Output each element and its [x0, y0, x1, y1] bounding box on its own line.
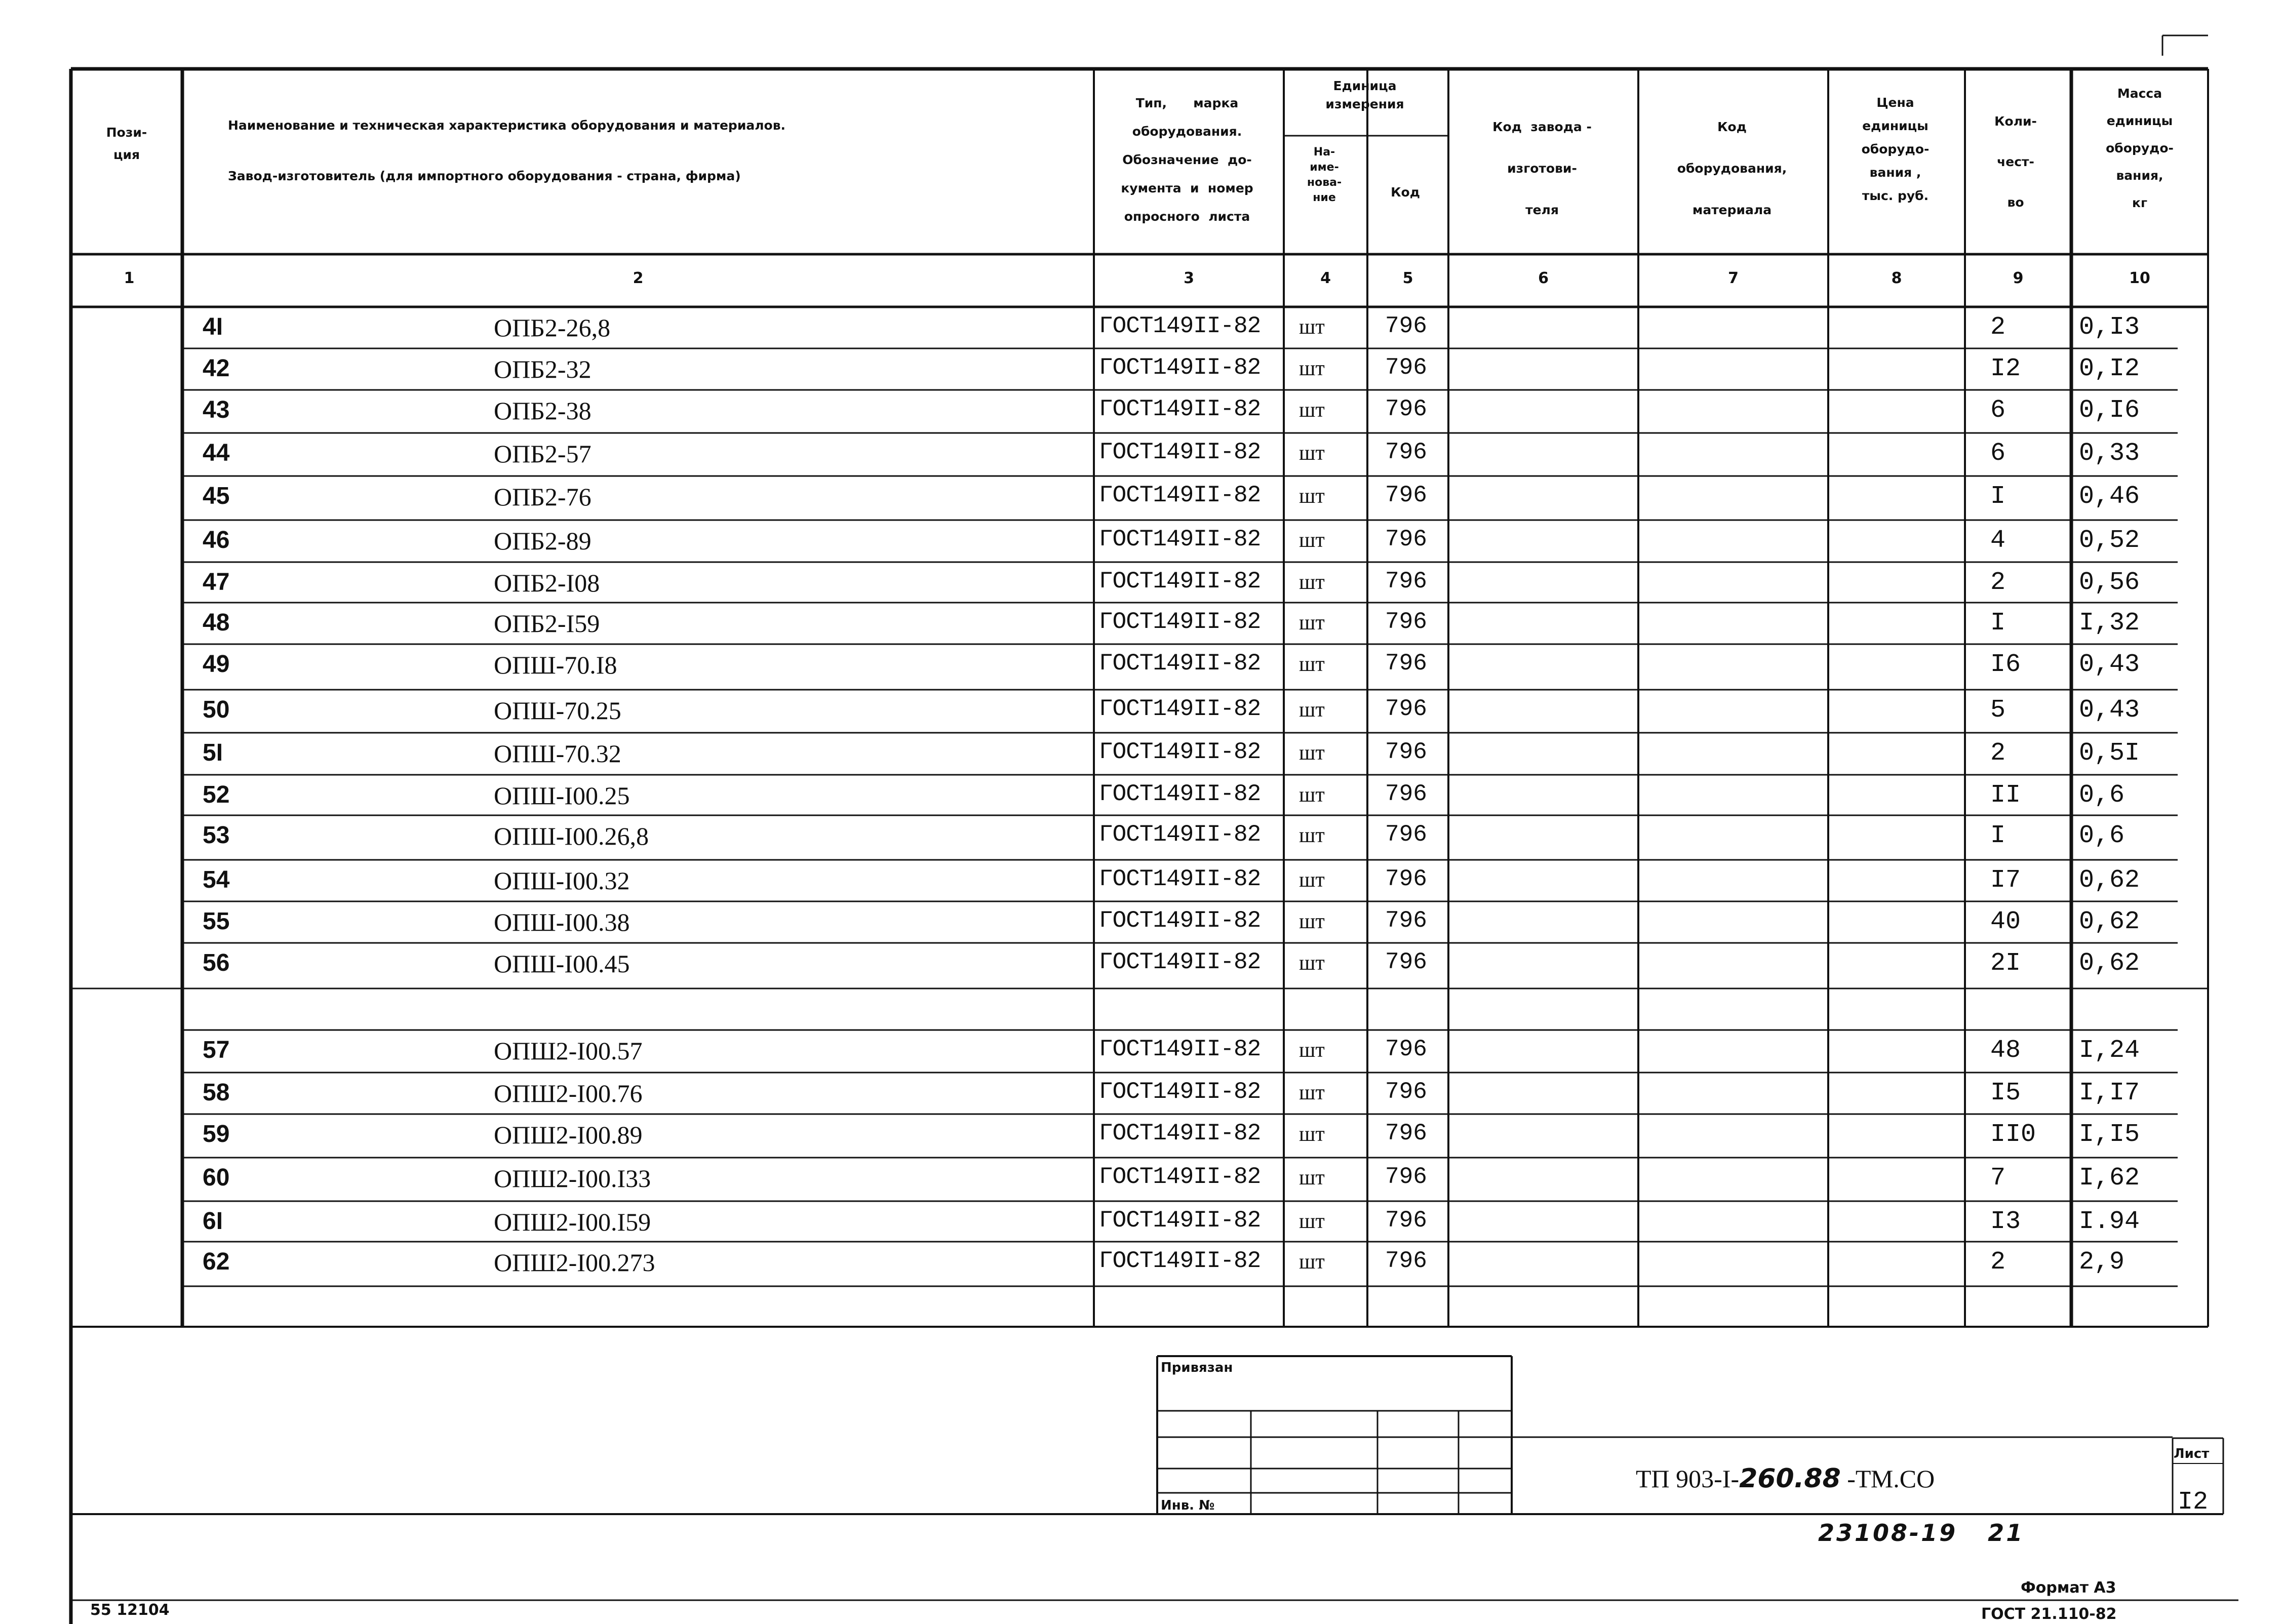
- row-mass: 0,I2: [2079, 354, 2140, 383]
- row-document: ГОСТ149II-82: [1099, 650, 1261, 677]
- row-quantity: 2I: [1990, 949, 2021, 978]
- row-equipment-name: ОПШ2-I00.I59: [494, 1208, 651, 1236]
- row-unit-name: шт: [1299, 399, 1325, 422]
- column-number: 2: [633, 269, 644, 287]
- row-position: 57: [203, 1037, 230, 1063]
- row-document: ГОСТ149II-82: [1099, 568, 1261, 595]
- row-quantity: II: [1990, 781, 2021, 810]
- row-equipment-name: ОПШ-70.25: [494, 696, 621, 725]
- row-mass: 0,62: [2079, 949, 2140, 978]
- row-mass: I,62: [2079, 1164, 2140, 1193]
- row-mass: 0,I3: [2079, 313, 2140, 342]
- row-document: ГОСТ149II-82: [1099, 821, 1261, 848]
- row-unit-name: шт: [1299, 741, 1325, 765]
- row-quantity: I3: [1990, 1207, 2021, 1236]
- row-unit-name: шт: [1299, 571, 1325, 594]
- row-position: 42: [203, 355, 230, 382]
- row-unit-name: шт: [1299, 1166, 1325, 1190]
- row-unit-name: шт: [1299, 315, 1325, 339]
- row-position: 48: [203, 609, 230, 636]
- row-unit-code: 796: [1385, 949, 1427, 975]
- column-number: 6: [1538, 269, 1549, 287]
- row-mass: I,32: [2079, 609, 2140, 638]
- row-document: ГОСТ149II-82: [1099, 1079, 1261, 1105]
- row-quantity: I5: [1990, 1079, 2021, 1107]
- row-position: 55: [203, 908, 230, 935]
- row-document: ГОСТ149II-82: [1099, 396, 1261, 422]
- row-document: ГОСТ149II-82: [1099, 1120, 1261, 1146]
- inventory-label: Инв. №: [1161, 1498, 1215, 1513]
- row-equipment-name: ОПБ2-26,8: [494, 313, 611, 342]
- row-unit-name: шт: [1299, 1039, 1325, 1062]
- document-code-suffix: -ТМ.СО: [1840, 1464, 1935, 1493]
- header-factory-code: Код завода - изготови- теля: [1492, 120, 1592, 217]
- row-equipment-name: ОПШ-I00.45: [494, 949, 630, 978]
- column-number: 1: [124, 269, 135, 287]
- sheet-label: Лист: [2174, 1446, 2210, 1461]
- row-equipment-name: ОПШ-70.32: [494, 739, 621, 768]
- row-unit-name: шт: [1299, 783, 1325, 807]
- row-document: ГОСТ149II-82: [1099, 696, 1261, 722]
- row-document: ГОСТ149II-82: [1099, 1164, 1261, 1190]
- row-unit-name: шт: [1299, 1210, 1325, 1233]
- row-quantity: 2: [1990, 313, 2006, 342]
- row-unit-code: 796: [1385, 1036, 1427, 1062]
- row-mass: I,I5: [2079, 1120, 2140, 1149]
- header-mass: Масса единицы оборудо- вания, кг: [2106, 86, 2174, 210]
- row-position: 44: [203, 440, 230, 466]
- row-equipment-name: ОПШ2-I00.89: [494, 1121, 643, 1149]
- row-quantity: I: [1990, 482, 2006, 511]
- row-equipment-name: ОПШ2-I00.273: [494, 1248, 655, 1277]
- row-document: ГОСТ149II-82: [1099, 739, 1261, 765]
- row-position: 62: [203, 1248, 230, 1275]
- row-equipment-name: ОПБ2-76: [494, 483, 592, 511]
- row-unit-name: шт: [1299, 698, 1325, 722]
- row-mass: 0,6: [2079, 781, 2125, 810]
- row-unit-code: 796: [1385, 866, 1427, 892]
- column-number: 4: [1320, 269, 1331, 287]
- row-position: 53: [203, 822, 230, 849]
- column-number: 3: [1184, 269, 1194, 287]
- header-unit-code: Код: [1391, 185, 1420, 200]
- header-quantity: Коли- чест- во: [1994, 114, 2037, 210]
- header-doc-type: Тип, марка оборудования. Обозначение до- кумента и номер опросного листа: [1121, 96, 1253, 224]
- document-code-handwritten: 260.88: [1739, 1463, 1841, 1494]
- row-unit-name: шт: [1299, 529, 1325, 552]
- row-quantity: I: [1990, 821, 2006, 850]
- row-document: ГОСТ149II-82: [1099, 866, 1261, 892]
- row-equipment-name: ОПШ-I00.32: [494, 866, 630, 895]
- row-quantity: 40: [1990, 907, 2021, 936]
- row-quantity: I6: [1990, 650, 2021, 679]
- row-document: ГОСТ149II-82: [1099, 1207, 1261, 1234]
- row-quantity: 4: [1990, 526, 2006, 555]
- row-unit-name: шт: [1299, 442, 1325, 465]
- row-unit-code: 796: [1385, 439, 1427, 465]
- row-mass: 0,43: [2079, 650, 2140, 679]
- header-name-line1: Наименование и техническая характеристика оборудования и материалов.: [228, 118, 786, 133]
- format-label: Формат А3: [2021, 1579, 2116, 1597]
- header-price: Цена единицы оборудо- вания , тыс. руб.: [1861, 95, 1930, 203]
- row-document: ГОСТ149II-82: [1099, 482, 1261, 508]
- row-mass: 0,33: [2079, 439, 2140, 468]
- bound-label: Привязан: [1161, 1360, 1233, 1375]
- row-equipment-name: ОПШ2-I00.I33: [494, 1164, 651, 1193]
- row-equipment-name: ОПБ2-I59: [494, 609, 600, 638]
- row-mass: 0,56: [2079, 568, 2140, 597]
- row-position: 59: [203, 1121, 230, 1147]
- row-unit-code: 796: [1385, 526, 1427, 552]
- row-unit-code: 796: [1385, 1079, 1427, 1105]
- row-unit-code: 796: [1385, 482, 1427, 508]
- row-quantity: 2: [1990, 739, 2006, 768]
- row-quantity: 5: [1990, 696, 2006, 725]
- row-equipment-name: ОПШ-I00.26,8: [494, 822, 649, 850]
- row-mass: 0,52: [2079, 526, 2140, 555]
- row-unit-code: 796: [1385, 568, 1427, 595]
- row-unit-code: 796: [1385, 396, 1427, 422]
- row-position: 6I: [203, 1208, 223, 1235]
- row-equipment-name: ОПШ2-I00.76: [494, 1079, 643, 1107]
- header-unit-group: Единица измерения: [1325, 78, 1404, 111]
- row-mass: I,24: [2079, 1036, 2140, 1065]
- row-quantity: 7: [1990, 1164, 2006, 1193]
- row-equipment-name: ОПБ2-38: [494, 397, 592, 425]
- row-unit-code: 796: [1385, 781, 1427, 807]
- column-number: 9: [2013, 269, 2024, 287]
- row-document: ГОСТ149II-82: [1099, 526, 1261, 552]
- header-equipment-code: Код оборудования, материала: [1677, 120, 1787, 217]
- row-equipment-name: ОПШ-I00.25: [494, 781, 630, 810]
- row-equipment-name: ОПШ2-I00.57: [494, 1037, 643, 1065]
- column-number: 8: [1891, 269, 1902, 287]
- row-unit-name: шт: [1299, 868, 1325, 892]
- row-position: 52: [203, 781, 230, 808]
- row-mass: 0,I6: [2079, 396, 2140, 425]
- row-equipment-name: ОПШ-I00.38: [494, 908, 630, 936]
- row-mass: 0,5I: [2079, 739, 2140, 768]
- column-number: 5: [1402, 269, 1413, 287]
- row-equipment-name: ОПБ2-I08: [494, 569, 600, 597]
- row-unit-code: 796: [1385, 1207, 1427, 1234]
- row-quantity: I: [1990, 609, 2006, 638]
- row-quantity: II0: [1990, 1120, 2036, 1149]
- row-quantity: I2: [1990, 354, 2021, 383]
- row-quantity: I7: [1990, 866, 2021, 895]
- row-document: ГОСТ149II-82: [1099, 354, 1261, 381]
- row-position: 58: [203, 1079, 230, 1106]
- row-document: ГОСТ149II-82: [1099, 439, 1261, 465]
- row-unit-code: 796: [1385, 1120, 1427, 1146]
- row-unit-name: шт: [1299, 357, 1325, 380]
- row-position: 60: [203, 1164, 230, 1191]
- row-unit-code: 796: [1385, 907, 1427, 934]
- row-position: 49: [203, 651, 230, 678]
- row-unit-name: шт: [1299, 1123, 1325, 1146]
- row-unit-code: 796: [1385, 650, 1427, 677]
- row-quantity: 2: [1990, 1248, 2006, 1277]
- archive-number: 23108-19 21: [1818, 1519, 2025, 1547]
- column-number: 7: [1728, 269, 1739, 287]
- row-unit-name: шт: [1299, 611, 1325, 635]
- row-position: 50: [203, 696, 230, 723]
- row-mass: 2,9: [2079, 1248, 2125, 1277]
- row-mass: 0,62: [2079, 866, 2140, 895]
- row-unit-code: 796: [1385, 1164, 1427, 1190]
- form-number: 55 12104: [90, 1601, 170, 1619]
- row-quantity: 6: [1990, 396, 2006, 425]
- row-unit-code: 796: [1385, 1248, 1427, 1274]
- row-unit-name: шт: [1299, 1081, 1325, 1104]
- row-document: ГОСТ149II-82: [1099, 609, 1261, 635]
- row-quantity: 48: [1990, 1036, 2021, 1065]
- row-unit-name: шт: [1299, 485, 1325, 508]
- row-equipment-name: ОПБ2-32: [494, 355, 592, 383]
- row-position: 46: [203, 527, 230, 553]
- row-unit-name: шт: [1299, 653, 1325, 676]
- document-code: [1636, 1463, 1935, 1494]
- row-mass: 0,46: [2079, 482, 2140, 511]
- header-position: Пози- ция: [106, 125, 147, 162]
- row-unit-code: 796: [1385, 354, 1427, 381]
- row-document: ГОСТ149II-82: [1099, 949, 1261, 975]
- row-unit-code: 796: [1385, 609, 1427, 635]
- row-position: 56: [203, 949, 230, 976]
- row-unit-name: шт: [1299, 824, 1325, 847]
- sheet-number: I2: [2178, 1488, 2209, 1517]
- column-number: 10: [2129, 269, 2150, 287]
- row-mass: I,I7: [2079, 1079, 2140, 1107]
- row-unit-name: шт: [1299, 910, 1325, 933]
- row-unit-code: 796: [1385, 821, 1427, 848]
- row-mass: 0,6: [2079, 821, 2125, 850]
- row-unit-code: 796: [1385, 313, 1427, 339]
- header-unit-name: На- име- нова- ние: [1307, 146, 1342, 204]
- row-quantity: 2: [1990, 568, 2006, 597]
- row-unit-name: шт: [1299, 952, 1325, 975]
- row-mass: I.94: [2079, 1207, 2140, 1236]
- gost-label: ГОСТ 21.110-82: [1981, 1605, 2117, 1623]
- row-document: ГОСТ149II-82: [1099, 1036, 1261, 1062]
- row-mass: 0,43: [2079, 696, 2140, 725]
- row-position: 54: [203, 866, 230, 893]
- row-position: 43: [203, 397, 230, 423]
- row-position: 5I: [203, 739, 223, 766]
- row-document: ГОСТ149II-82: [1099, 907, 1261, 934]
- row-document: ГОСТ149II-82: [1099, 1248, 1261, 1274]
- row-equipment-name: ОПБ2-89: [494, 527, 592, 555]
- row-unit-code: 796: [1385, 739, 1427, 765]
- header-name-line2: Завод-изготовитель (для импортного оборудования - страна, фирма): [228, 169, 741, 183]
- row-position: 4I: [203, 313, 223, 340]
- row-document: ГОСТ149II-82: [1099, 313, 1261, 339]
- row-equipment-name: ОПБ2-57: [494, 440, 592, 468]
- row-position: 45: [203, 483, 230, 509]
- row-quantity: 6: [1990, 439, 2006, 468]
- document-code-prefix: ТП 903-I-: [1636, 1464, 1740, 1493]
- row-unit-name: шт: [1299, 1250, 1325, 1274]
- row-position: 47: [203, 569, 230, 596]
- row-document: ГОСТ149II-82: [1099, 781, 1261, 807]
- row-equipment-name: ОПШ-70.I8: [494, 651, 617, 679]
- row-unit-code: 796: [1385, 696, 1427, 722]
- row-mass: 0,62: [2079, 907, 2140, 936]
